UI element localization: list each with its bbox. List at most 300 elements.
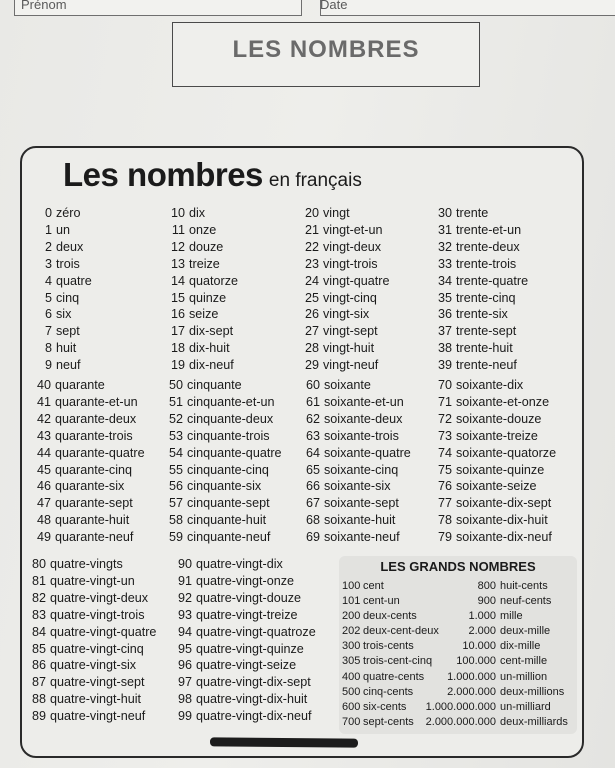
number-word: dix-neuf (189, 358, 234, 373)
number-entry (299, 445, 411, 462)
number-digit: 50 (168, 378, 183, 392)
number-entry (174, 624, 316, 641)
number-entry (174, 573, 316, 590)
number-digit: 43 (36, 428, 51, 443)
number-word: quarante-sept (55, 496, 133, 511)
number-entry (431, 478, 556, 495)
prenom-label: Prénom (21, 0, 67, 12)
number-word: trente-huit (456, 341, 513, 356)
grand-nombre-digit: 200 (342, 610, 361, 623)
number-digit: 3 (44, 256, 52, 271)
grand-nombre-digit: 800 (477, 580, 496, 592)
number-entry (431, 239, 528, 256)
number-digit: 22 (304, 239, 319, 254)
number-word: cinquante-trois (187, 428, 270, 443)
number-entry (34, 411, 145, 428)
number-entry (431, 462, 556, 479)
grand-nombre-digit: 1.000.000.000 (425, 700, 496, 713)
number-entry (299, 394, 411, 411)
number-digit: 62 (305, 411, 320, 426)
number-entry (38, 306, 92, 323)
title-box (172, 22, 480, 87)
number-word: quarante-neuf (55, 530, 134, 545)
number-word: trente (456, 206, 489, 220)
number-digit: 74 (437, 445, 452, 460)
grand-nombre-digit: 100 (342, 580, 361, 592)
number-digit: 82 (31, 590, 46, 605)
grand-nombre-entry (420, 579, 568, 594)
number-entry (431, 256, 528, 273)
number-digit: 6 (44, 307, 52, 322)
number-word: vingt-quatre (323, 273, 390, 288)
number-digit: 39 (437, 358, 452, 373)
number-word: soixante-quatorze (456, 445, 557, 460)
number-digit: 70 (437, 378, 452, 392)
number-digit: 16 (170, 307, 185, 322)
number-word: soixante-dix-huit (456, 513, 548, 528)
number-digit: 68 (305, 513, 320, 528)
number-word: quarante-quatre (55, 445, 145, 460)
number-word: zéro (56, 206, 81, 220)
number-digit: 12 (170, 239, 185, 254)
grand-nombre-entry (420, 624, 568, 639)
number-word: soixante-seize (456, 479, 537, 494)
number-entry (29, 641, 156, 658)
number-digit: 77 (437, 496, 452, 511)
number-digit: 5 (44, 290, 52, 305)
grand-nombre-entry (420, 594, 568, 609)
number-entry (38, 205, 92, 222)
number-digit: 95 (177, 641, 192, 656)
number-digit: 53 (168, 428, 183, 443)
number-digit: 33 (437, 256, 452, 271)
number-word: dix-sept (189, 324, 234, 339)
number-word: quarante-trois (55, 428, 133, 443)
number-word: trente-sept (456, 324, 517, 339)
number-digit: 76 (437, 479, 452, 494)
grand-nombre-word: deux-cent-deux (363, 625, 439, 638)
number-entry (431, 377, 556, 394)
number-entry (164, 340, 238, 357)
number-digit: 40 (36, 378, 51, 392)
number-digit: 38 (437, 341, 452, 356)
number-digit: 21 (304, 222, 319, 237)
number-entry (162, 428, 282, 445)
number-word: vingt-sept (323, 324, 378, 339)
number-digit: 52 (168, 411, 183, 426)
grand-nombre-word: trois-cent-cinq (363, 655, 433, 668)
number-digit: 71 (437, 394, 452, 409)
grand-nombre-digit: 600 (342, 700, 361, 713)
number-word: onze (189, 222, 217, 237)
number-digit: 35 (437, 290, 452, 305)
number-word: cinquante-huit (187, 513, 267, 528)
number-digit: 96 (177, 658, 192, 673)
number-digit: 44 (36, 445, 51, 460)
number-digit: 58 (168, 513, 183, 528)
grand-nombre-entry (420, 685, 568, 700)
number-word: quatre (56, 273, 92, 288)
number-digit: 13 (170, 256, 185, 271)
number-entry (34, 394, 145, 411)
grands-nombres-title: LES GRANDS NOMBRES (380, 559, 536, 574)
grand-nombre-digit: 2.000.000.000 (425, 715, 496, 728)
number-digit: 59 (168, 530, 183, 545)
number-digit: 91 (177, 573, 192, 588)
number-digit: 34 (437, 273, 452, 288)
number-digit: 66 (305, 479, 320, 494)
number-entry (34, 445, 145, 462)
number-entry (431, 445, 556, 462)
number-word: quarante-et-un (55, 394, 138, 409)
number-digit: 81 (31, 573, 46, 588)
number-entry (38, 357, 92, 374)
grand-nombre-digit: 1.000.000 (447, 670, 496, 683)
number-entry (299, 377, 411, 394)
number-entry (298, 306, 390, 323)
number-digit: 80 (31, 557, 46, 571)
number-word: quatre-vingts (50, 557, 123, 571)
number-digit: 72 (437, 411, 452, 426)
number-digit: 18 (170, 341, 185, 356)
number-word: quatre-vingt-dix-neuf (196, 709, 312, 724)
grand-nombre-entry (420, 700, 568, 715)
number-entry (174, 556, 316, 573)
grand-nombre-digit: 300 (342, 640, 361, 653)
grand-nombre-word: un-milliard (500, 700, 551, 713)
number-word: vingt-deux (323, 239, 382, 254)
number-entry (38, 256, 92, 273)
number-entry (174, 607, 316, 624)
number-word: quarante-deux (55, 411, 137, 426)
grand-nombre-word: quatre-cents (363, 670, 425, 683)
grand-nombre-word: mille (500, 610, 523, 623)
grand-nombre-digit: 10.000 (462, 640, 496, 653)
number-entry (162, 512, 282, 529)
number-word: trente-deux (456, 239, 520, 254)
grand-nombre-word: six-cents (363, 700, 407, 713)
number-word: quarante-six (55, 479, 125, 494)
number-column (174, 556, 316, 725)
date-field (320, 0, 615, 16)
number-entry (34, 428, 145, 445)
number-entry (164, 205, 238, 222)
number-digit: 75 (437, 462, 452, 477)
number-entry (29, 674, 156, 691)
grand-nombre-word: un-million (500, 670, 548, 683)
number-entry (34, 478, 145, 495)
number-entry (29, 573, 156, 590)
number-digit: 24 (304, 273, 319, 288)
number-word: treize (189, 256, 220, 271)
number-word: cinquante-neuf (187, 530, 271, 545)
number-entry (298, 222, 390, 239)
number-digit: 19 (170, 358, 185, 373)
number-digit: 27 (304, 324, 319, 339)
number-entry (299, 462, 411, 479)
number-word: deux (56, 239, 84, 254)
grand-nombre-digit: 400 (342, 670, 361, 683)
number-word: soixante-six (324, 479, 391, 494)
number-word: trente-trois (456, 256, 517, 271)
number-entry (174, 691, 316, 708)
number-word: soixante-douze (456, 411, 542, 426)
number-digit: 54 (168, 445, 183, 460)
number-word: quatre-vingt-sept (50, 675, 145, 690)
grand-nombre-word: huit-cents (500, 580, 548, 592)
number-entry (164, 256, 238, 273)
number-entry (174, 657, 316, 674)
number-digit: 36 (437, 307, 452, 322)
number-entry (38, 273, 92, 290)
number-entry (298, 290, 390, 307)
number-word: quatre-vingt-trois (50, 607, 145, 622)
number-entry (29, 657, 156, 674)
number-digit: 14 (170, 273, 185, 288)
number-entry (431, 222, 528, 239)
number-entry (34, 512, 145, 529)
number-entry (34, 495, 145, 512)
number-entry (29, 590, 156, 607)
number-entry (164, 290, 238, 307)
number-word: cinquante (187, 378, 242, 392)
number-entry (431, 290, 528, 307)
number-digit: 4 (44, 273, 52, 288)
number-word: quatre-vingt-dix-sept (196, 675, 311, 690)
grand-nombre-word: deux-cents (363, 610, 417, 623)
number-digit: 2 (44, 239, 52, 254)
grand-nombre-word: cent (363, 580, 384, 592)
number-word: soixante-treize (456, 428, 538, 443)
number-digit: 42 (36, 411, 51, 426)
number-entry (34, 529, 145, 546)
number-entry (164, 239, 238, 256)
number-entry (162, 377, 282, 394)
number-digit: 57 (168, 496, 183, 511)
number-entry (431, 357, 528, 374)
number-word: soixante-dix-sept (456, 496, 552, 511)
number-entry (164, 323, 238, 340)
number-entry (162, 495, 282, 512)
number-digit: 31 (437, 222, 452, 237)
number-entry (431, 411, 556, 428)
number-entry (298, 256, 390, 273)
number-word: cinquante-six (187, 479, 262, 494)
number-digit: 87 (31, 675, 46, 690)
number-digit: 26 (304, 307, 319, 322)
number-entry (38, 340, 92, 357)
number-column (34, 377, 145, 546)
number-digit: 15 (170, 290, 185, 305)
grand-nombre-digit: 305 (342, 655, 361, 668)
number-column (299, 377, 411, 546)
number-digit: 64 (305, 445, 320, 460)
number-digit: 41 (36, 394, 51, 409)
number-word: trois (56, 256, 80, 271)
number-entry (38, 290, 92, 307)
number-digit: 94 (177, 624, 192, 639)
number-word: quatre-vingt-seize (196, 658, 297, 673)
number-word: vingt-six (323, 307, 370, 322)
card-heading-sub: en français (268, 170, 362, 191)
grand-nombre-word: cinq-cents (363, 685, 414, 698)
number-word: quatre-vingt-onze (196, 573, 295, 588)
number-digit: 32 (437, 239, 452, 254)
number-digit: 88 (31, 692, 46, 707)
grand-nombre-digit: 500 (342, 685, 361, 698)
number-entry (162, 529, 282, 546)
grand-nombre-digit: 101 (342, 595, 361, 608)
number-word: huit (56, 341, 77, 356)
number-word: seize (189, 307, 219, 322)
number-entry (299, 495, 411, 512)
grand-nombre-digit: 1.000 (468, 610, 496, 623)
card-heading-main: Les nombres (63, 156, 263, 193)
number-word: quatre-vingt-douze (196, 590, 302, 605)
number-column (38, 205, 92, 374)
number-entry (29, 708, 156, 725)
number-column (431, 205, 528, 374)
grand-nombre-entry (420, 670, 568, 685)
number-digit: 69 (305, 530, 320, 545)
number-word: vingt (323, 206, 350, 220)
number-digit: 8 (44, 341, 52, 356)
number-digit: 25 (304, 290, 319, 305)
number-entry (298, 239, 390, 256)
number-entry (174, 674, 316, 691)
number-digit: 11 (171, 222, 185, 237)
grand-nombre-digit: 900 (477, 595, 496, 608)
number-word: quatre-vingt-quinze (196, 641, 304, 656)
number-entry (38, 239, 92, 256)
number-digit: 83 (31, 607, 46, 622)
grand-nombre-entry (420, 639, 568, 654)
number-entry (29, 607, 156, 624)
number-entry (174, 641, 316, 658)
grand-nombre-entry (420, 609, 568, 624)
number-digit: 29 (304, 358, 319, 373)
number-word: vingt-trois (323, 256, 378, 271)
number-entry (174, 590, 316, 607)
number-word: dix-huit (189, 341, 230, 356)
number-entry (431, 529, 556, 546)
grand-nombre-digit: 100.000 (456, 655, 496, 668)
number-digit: 56 (168, 479, 183, 494)
number-entry (431, 512, 556, 529)
number-word: soixante-trois (324, 428, 399, 443)
number-digit: 99 (177, 709, 192, 724)
number-entry (298, 205, 390, 222)
number-digit: 86 (31, 658, 46, 673)
number-column (29, 556, 156, 725)
number-word: cinquante-quatre (187, 445, 282, 460)
number-word: cinquante-sept (187, 496, 270, 511)
number-word: soixante-huit (324, 513, 396, 528)
number-digit: 65 (305, 462, 320, 477)
number-entry (162, 394, 282, 411)
number-word: neuf (56, 358, 81, 373)
number-digit: 37 (437, 324, 452, 339)
number-word: trente-neuf (456, 358, 517, 373)
number-digit: 1 (44, 222, 52, 237)
number-digit: 17 (170, 324, 185, 339)
number-entry (299, 411, 411, 428)
number-word: quatre-vingt-cinq (50, 641, 144, 656)
grand-nombre-entry (420, 654, 568, 669)
number-entry (431, 205, 528, 222)
number-digit: 20 (304, 206, 319, 220)
number-digit: 7 (44, 324, 52, 339)
number-word: quarante-cinq (55, 462, 133, 477)
grand-nombre-word: neuf-cents (500, 595, 552, 608)
number-digit: 85 (31, 641, 46, 656)
number-word: vingt-huit (323, 341, 375, 356)
number-entry (431, 394, 556, 411)
number-word: cinquante-cinq (187, 462, 269, 477)
number-word: quatre-vingt-huit (50, 692, 142, 707)
number-digit: 61 (305, 394, 320, 409)
number-entry (29, 556, 156, 573)
number-entry (29, 691, 156, 708)
number-entry (299, 478, 411, 495)
grand-nombre-word: deux-millions (500, 685, 565, 698)
grand-nombre-word: trois-cents (363, 640, 414, 653)
page-title: LES NOMBRES (232, 36, 420, 63)
number-entry (162, 478, 282, 495)
number-column (164, 205, 238, 374)
number-word: trente-six (456, 307, 508, 322)
number-digit: 55 (168, 462, 183, 477)
number-digit: 63 (305, 428, 320, 443)
number-word: soixante-cinq (324, 462, 399, 477)
number-word: quatre-vingt-un (50, 573, 135, 588)
number-word: cinquante-deux (187, 411, 274, 426)
number-digit: 10 (170, 206, 185, 220)
number-digit: 93 (177, 607, 192, 622)
number-word: vingt-cinq (323, 290, 377, 305)
number-digit: 49 (36, 530, 51, 545)
number-entry (38, 222, 92, 239)
number-digit: 60 (305, 378, 320, 392)
grand-nombre-digit: 202 (342, 625, 361, 638)
number-word: quatre-vingt-quatroze (196, 624, 316, 639)
number-entry (431, 306, 528, 323)
number-entry (34, 377, 145, 394)
card-heading (63, 156, 362, 194)
number-entry (162, 462, 282, 479)
number-word: quatorze (189, 273, 239, 288)
number-word: vingt-neuf (323, 358, 379, 373)
number-word: soixante-quinze (456, 462, 545, 477)
number-word: sept (56, 324, 80, 339)
number-entry (431, 495, 556, 512)
number-digit: 0 (44, 206, 52, 220)
number-digit: 78 (437, 513, 452, 528)
number-entry (162, 411, 282, 428)
number-entry (431, 273, 528, 290)
number-word: quatre-vingt-treize (196, 607, 298, 622)
number-entry (299, 529, 411, 546)
number-word: soixante-dix (456, 378, 524, 392)
number-entry (174, 708, 316, 725)
number-word: cinquante-et-un (187, 394, 275, 409)
number-digit: 97 (177, 675, 192, 690)
number-digit: 28 (304, 341, 319, 356)
number-entry (164, 357, 238, 374)
number-word: soixante (324, 378, 371, 392)
number-word: quatre-vingt-deux (50, 590, 149, 605)
number-entry (162, 445, 282, 462)
